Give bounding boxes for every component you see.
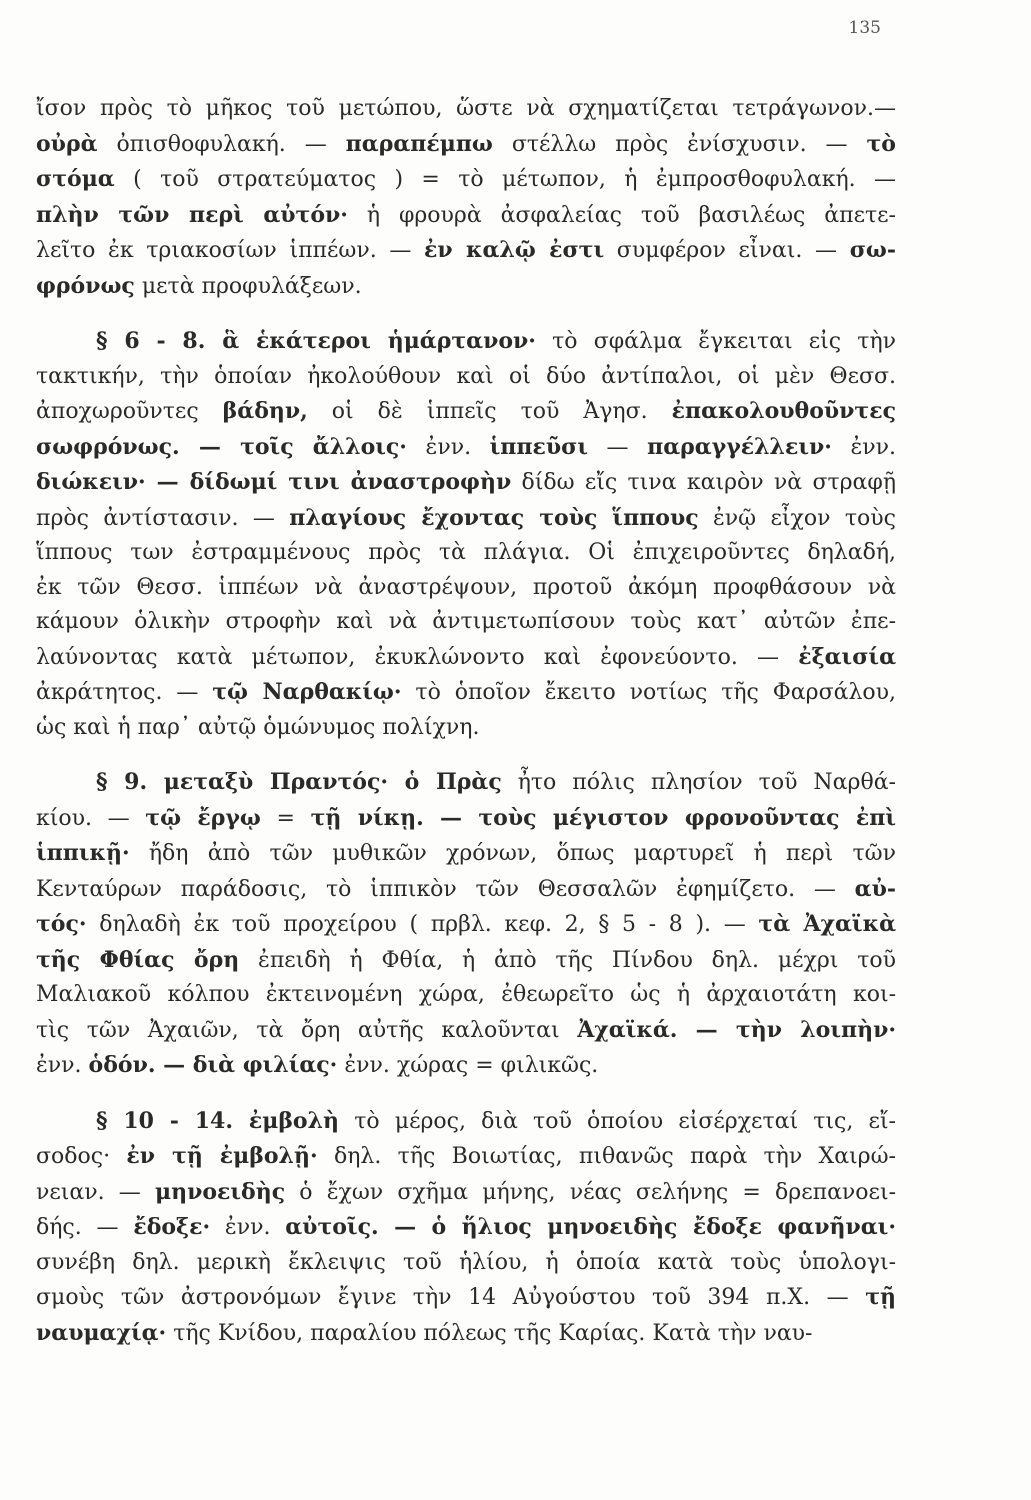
- text-line: [36, 640, 896, 676]
- bold-term: ἱππεῦσι: [489, 433, 588, 460]
- bold-term: αὐ-: [854, 875, 896, 902]
- text-run: κίου. —: [36, 805, 146, 831]
- page-number: 135: [848, 18, 881, 38]
- text-line: [36, 943, 896, 979]
- bold-term: παραγγέλλειν·: [647, 433, 832, 460]
- bold-term: ἐν καλῷ ἐστι: [424, 237, 605, 263]
- text-run: κάμουν ὁλικὴν στροφὴν καὶ νὰ ἀντιμετωπίσουν τοὺς κατ᾽ αὐτῶν ἐπε-: [36, 609, 896, 634]
- bold-term: βάδην,: [222, 398, 308, 424]
- bold-term: ἱππικῇ·: [36, 840, 130, 866]
- text-line: [36, 162, 896, 198]
- text-line: [36, 675, 896, 711]
- bold-term: ἔδοξε·: [133, 1214, 211, 1240]
- text-line: [36, 501, 896, 537]
- bold-term: αὐτοῖς. — ὁ ἥλιος μηνοειδὴς ἔδοξε φανῆναι·: [285, 1214, 896, 1240]
- text-run: ἀκράτητος. —: [36, 680, 213, 705]
- text-run: ἐνν. χώρας = φιλικῶς.: [337, 1053, 599, 1078]
- bold-term: σωφρόνως. — τοῖς ἄλλοις·: [36, 433, 407, 460]
- text-run: ὀπισθοφυλακή. —: [97, 131, 346, 157]
- paragraph: [36, 92, 896, 304]
- text-line: [36, 233, 896, 269]
- text-line: [36, 1048, 896, 1084]
- bold-term: τῇ: [865, 1284, 896, 1310]
- text-run: δής. —: [36, 1215, 134, 1240]
- text-run: ἐνν.: [406, 434, 490, 460]
- text-line: [36, 269, 896, 305]
- text-line: [36, 324, 896, 360]
- text-run: ( τοῦ στρατεύματος ) = τὸ μέτωπον, ἡ ἐμπροσθοφυλακή. —: [114, 167, 896, 192]
- text-line: [36, 1139, 896, 1175]
- text-line: [36, 536, 896, 571]
- text-run: τὸ μέρος, διὰ τοῦ ὁποίου εἰσέρχεταί τις, εἴ-: [339, 1108, 896, 1134]
- bold-term: ἐπακολουθοῦντες: [671, 398, 897, 424]
- text-run: σμοὺς τῶν ἀστρονόμων ἔγινε τὴν 14 Αὐγούστου τοῦ 394 π.Χ. —: [36, 1285, 866, 1310]
- bold-term: ναυμαχίᾳ·: [36, 1319, 167, 1346]
- paragraph: [36, 765, 896, 1084]
- bold-term: σω-: [849, 237, 896, 263]
- text-line: [36, 801, 896, 837]
- text-run: συμφέρον εἶναι. —: [604, 238, 850, 263]
- text-run: τῆς Κνίδου, παραλίου πόλεως τῆς Καρίας. Κατὰ τὴν ναυ-: [166, 1320, 813, 1346]
- bold-term: τὸ: [866, 130, 896, 157]
- text-line: [36, 765, 896, 801]
- text-run: ἐκ τῶν Θεσσ. ἱππέων νὰ ἀναστρέψουν, προτοῦ ἀκόμη προφθάσουν νὰ: [36, 574, 896, 600]
- text-line: [36, 394, 896, 430]
- bold-term: ἐξαισία: [798, 643, 896, 670]
- text-run: ἐπειδὴ ἡ Φθία, ἡ ἀπὸ τῆς Πίνδου δηλ. μέχρι τοῦ: [239, 947, 896, 973]
- text-run: συνέβη δηλ. μερικὴ ἔκλειψις τοῦ ἡλίου, ἡ ὁποία κατὰ τοὺς ὑπολογι-: [36, 1249, 896, 1275]
- bold-term: μηνοειδὴς: [154, 1178, 286, 1205]
- text-line: [36, 360, 896, 395]
- text-run: ἵππους των ἐστραμμένους πρὸς τὰ πλάγια. Οἱ ἐπιχειροῦντες δηλαδή,: [36, 540, 896, 565]
- text-line: [36, 465, 896, 501]
- bold-term: πλαγίους ἔχοντας τοὺς ἵππους: [289, 504, 699, 531]
- text-line: [36, 198, 896, 234]
- text-run: τὶς τῶν Ἀχαιῶν, τὰ ὄρη αὐτῆς καλοῦνται: [36, 1017, 578, 1043]
- text-line: [36, 92, 896, 127]
- text-run: ὁ ἔχων σχῆμα μήνης, νέας σελήνης = δρεπανοει-: [285, 1179, 897, 1205]
- text-line: [36, 1210, 896, 1246]
- text-run: ἤδη ἀπὸ τῶν μυθικῶν χρόνων, ὅπως μαρτυρεῖ ἡ περὶ τῶν: [129, 841, 896, 866]
- text-line: [36, 978, 896, 1013]
- bold-term: § 6 - 8. ἃ ἑκάτεροι ἡμάρτανον·: [96, 328, 536, 354]
- text-line: [36, 836, 896, 872]
- text-run: πρὸς ἀντίστασιν. —: [36, 505, 290, 531]
- bold-term: ἐν τῇ ἐμβολῇ·: [126, 1143, 318, 1169]
- text-run: λαύνοντας κατὰ μέτωπον, ἐκυκλώνοντο καὶ ἐφονεύοντο. —: [36, 644, 799, 670]
- bold-term: τὰ Ἀχαϊκὰ: [758, 911, 896, 937]
- bold-term: ὁδόν. — διὰ φιλίας·: [88, 1052, 338, 1078]
- bold-term: τῷ ἔργῳ: [145, 804, 261, 831]
- text-run: τακτικήν, τὴν ὁποίαν ἠκολούθουν καὶ οἱ δύο ἀντίπαλοι, οἱ μὲν Θεσσ.: [36, 363, 896, 389]
- paragraph: [36, 1104, 896, 1352]
- text-run: δηλαδὴ ἐκ τοῦ προχείρου ( πρβλ. κεφ. 2, § 5 - 8 ). —: [86, 912, 759, 937]
- text-line: [36, 907, 896, 943]
- text-run: στέλλω πρὸς ἐνίσχυσιν. —: [492, 131, 867, 157]
- text-run: —: [587, 434, 648, 460]
- text-line: [36, 872, 896, 908]
- bold-term: τῆς Φθίας ὄρη: [36, 946, 240, 973]
- bold-term: παραπέμπω: [345, 130, 493, 157]
- text-line: [36, 127, 896, 163]
- text-run: ἴσον πρὸς τὸ μῆκος τοῦ μετώπου, ὥστε νὰ σχηματίζεται τετράγωνον.—: [36, 96, 896, 121]
- bold-term: στόμα: [36, 166, 115, 192]
- text-run: ἐνν.: [36, 1053, 89, 1078]
- text-run: ἦτο πόλις πλησίον τοῦ Ναρθά-: [501, 770, 896, 795]
- text-run: ἐνν.: [831, 434, 897, 460]
- text-line: [36, 1175, 896, 1211]
- text-line: [36, 571, 896, 606]
- text-run: =: [260, 805, 311, 831]
- bold-term: Ἀχαϊκά. — τὴν λοιπὴν·: [577, 1016, 896, 1043]
- text-run: λεῖτο ἐκ τριακοσίων ἱππέων. —: [36, 238, 425, 263]
- text-run: νειαν. —: [36, 1179, 155, 1205]
- text-line: [36, 430, 896, 466]
- text-line: [36, 711, 896, 746]
- text-line: [36, 1246, 896, 1281]
- bold-term: § 9. μεταξὺ Πραντός· ὁ Πρὰς: [96, 769, 502, 795]
- text-run: Μαλιακοῦ κόλπου ἐκτεινομένη χώρα, ἐθεωρεῖτο ὡς ἡ ἀρχαιοτάτη κοι-: [36, 982, 896, 1007]
- text-line: [36, 1013, 896, 1049]
- bold-term: τῇ νίκῃ. — τοὺς μέγιστον φρονοῦντας ἐπὶ: [310, 804, 896, 831]
- text-run: ὡς καὶ ἡ παρ᾽ αὐτῷ ὁμώνυμος πολίχνη.: [36, 714, 480, 740]
- text-run: μετὰ προφυλάξεων.: [134, 273, 362, 299]
- text-line: [36, 1280, 896, 1316]
- bold-term: § 10 - 14. ἐμβολὴ: [96, 1107, 340, 1134]
- text-run: τὸ ὁποῖον ἔκειτο νοτίως τῆς Φαρσάλου,: [401, 680, 896, 705]
- text-run: οἱ δὲ ἱππεῖς τοῦ Ἀγησ.: [307, 399, 672, 424]
- bold-term: πλὴν τῶν περὶ αὐτόν·: [36, 201, 348, 228]
- paragraph: [36, 324, 896, 745]
- bold-term: φρόνως: [36, 272, 135, 299]
- text-run: ἐνῷ εἶχον τοὺς: [698, 505, 896, 531]
- commentary-text: [36, 92, 896, 1351]
- text-run: ἀποχωροῦντες: [36, 399, 223, 424]
- text-run: δίδω εἴς τινα καιρὸν νὰ στραφῇ: [511, 470, 897, 495]
- bold-term: διώκειν· — δίδωμί τινι ἀναστροφὴν: [36, 469, 512, 495]
- text-run: Κενταύρων παράδοσις, τὸ ἱππικὸν τῶν Θεσσαλῶν ἐφημίζετο. —: [36, 876, 855, 902]
- text-line: [36, 1316, 896, 1352]
- text-run: δηλ. τῆς Βοιωτίας, πιθανῶς παρὰ τὴν Χαιρώ-: [317, 1144, 896, 1169]
- text-run: ἡ φρουρὰ ἀσφαλείας τοῦ βασιλέως ἀπετε-: [347, 202, 896, 228]
- text-line: [36, 1104, 896, 1140]
- text-run: τὸ σφάλμα ἔγκειται εἰς τὴν: [535, 329, 897, 354]
- bold-term: οὐρὰ: [36, 130, 98, 157]
- bold-term: τός·: [36, 911, 87, 937]
- text-run: ἐνν.: [210, 1215, 286, 1240]
- text-run: σοδος·: [36, 1144, 127, 1169]
- text-line: [36, 605, 896, 640]
- bold-term: τῷ Ναρθακίῳ·: [212, 679, 402, 705]
